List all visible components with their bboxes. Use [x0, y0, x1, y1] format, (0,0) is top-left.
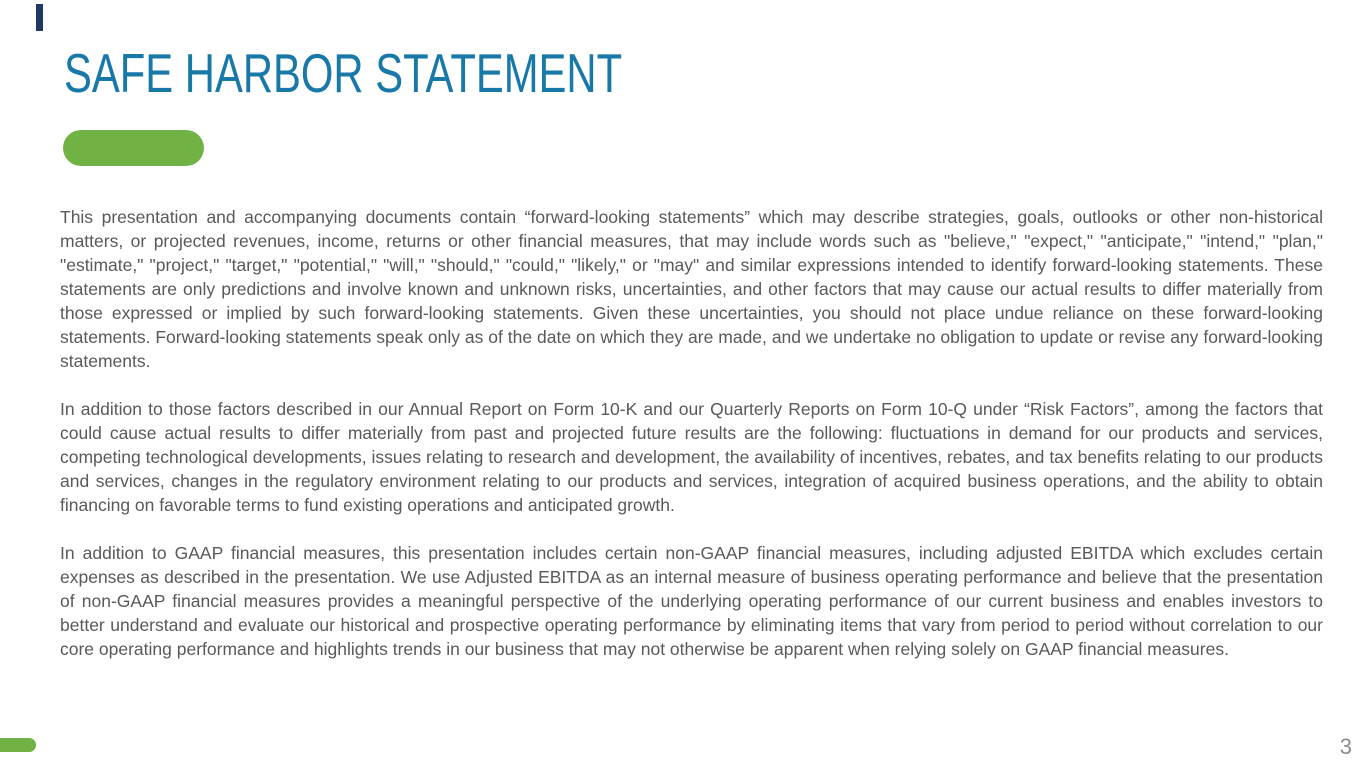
top-left-accent-bar: [36, 4, 43, 31]
title-underline-accent: [63, 130, 204, 166]
page-title: SAFE HARBOR STATEMENT: [64, 42, 623, 104]
paragraph-risk-factors: In addition to those factors described in our Annual Report on Form 10-K and our Quarterly Reports on Form 10-Q under “Risk Factors”, among the factors that could cause actual results to differ materially from past and projected future results are the following: fluctuations in demand for our products and services, competing technological developments, issues relating to research and development, the availability of incentives, rebates, and tax benefits relating to our products and services, changes in the regulatory environment relating to our products and services, integration of acquired business operations, and the ability to obtain financing on favorable terms to fund existing operations and anticipated growth.: [60, 399, 1323, 515]
bottom-left-accent-bar: [0, 738, 36, 752]
paragraph-forward-looking: This presentation and accompanying documents contain “forward-looking statements” which may describe strategies, goals, outlooks or other non-historical matters, or projected revenues, income, returns or other financial measures, that may include words such as "believe," "expect," "anticipate," "intend," "plan," "estimate," "project," "target," "potential," "will," "should," "could," "likely," or "may" and similar expressions intended to identify forward-looking statements. These statements are only predictions and involve known and unknown risks, uncertainties, and other factors that may cause our actual results to differ materially from those expressed or implied by such forward-looking statements. Given these uncertainties, you should not place undue reliance on these forward-looking statements. Forward-looking statements speak only as of the date on which they are made, and we undertake no obligation to update or revise any forward-looking statements.: [60, 207, 1323, 371]
page-number: 3: [1339, 734, 1352, 759]
paragraph-non-gaap: In addition to GAAP financial measures, this presentation includes certain non-GAAP financial measures, including adjusted EBITDA which excludes certain expenses as described in the presentation. We use Adjusted EBITDA as an internal measure of business operating performance and believe that the presentation of non-GAAP financial measures provides a meaningful perspective of the underlying operating performance of our current business and enables investors to better understand and evaluate our historical and prospective operating performance by eliminating items that vary from period to period without correlation to our core operating performance and highlights trends in our business that may not otherwise be apparent when relying solely on GAAP financial measures.: [60, 543, 1323, 659]
safe-harbor-body: [60, 205, 1323, 661]
